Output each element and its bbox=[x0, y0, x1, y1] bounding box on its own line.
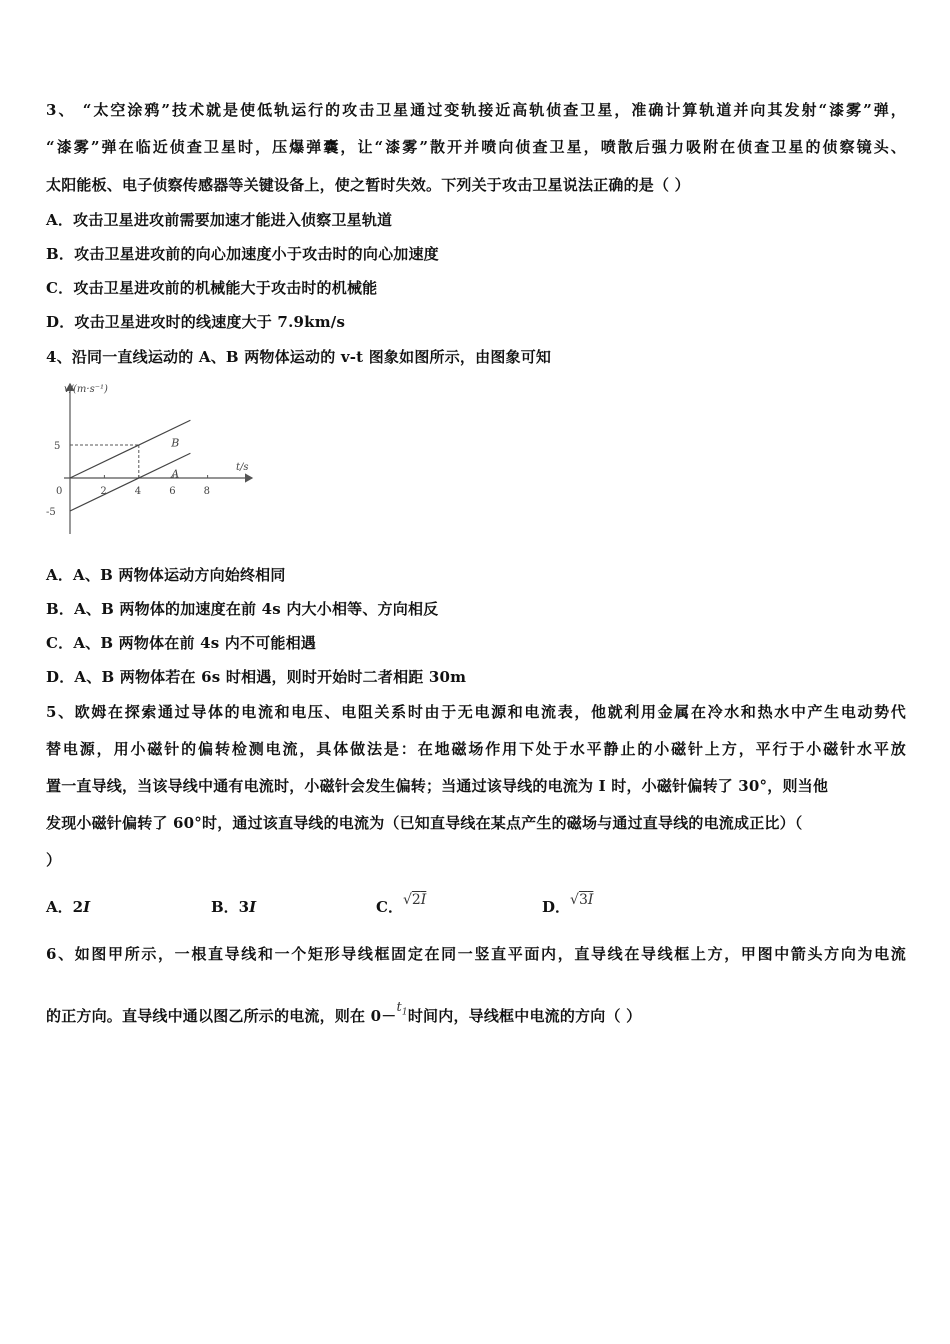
q5-option-d-root: 3 bbox=[578, 892, 588, 908]
q3-option-a: A．攻击卫星进攻前需要加速才能进入侦察卫星轨道 bbox=[46, 211, 393, 229]
y-tick-label--5: -5 bbox=[46, 507, 56, 518]
q6-t-var: t bbox=[396, 1000, 402, 1015]
y-tick-label-5: 5 bbox=[54, 441, 61, 452]
series-line-A bbox=[70, 453, 190, 511]
q5-option-a bbox=[46, 896, 90, 918]
q5-options bbox=[46, 892, 646, 922]
x-tick-label-8: 8 bbox=[203, 486, 210, 497]
series-label-A: A bbox=[171, 467, 180, 481]
q4-option-d: D．A、B 两物体若在 6s 时相遇，则时开始时二者相距 30m bbox=[46, 668, 467, 686]
q5-stem-line-1: 5、欧姆在探索通过导体的电流和电压、电阻关系时由于无电源和电流表，他就利用金属在冷水和热水中产生电动势代 bbox=[46, 703, 906, 721]
x-tick-label-4: 4 bbox=[134, 486, 142, 497]
q4-option-a: A．A、B 两物体运动方向始终相同 bbox=[46, 566, 286, 584]
q6-line-1: 6、如图甲所示，一根直导线和一个矩形导线框固定在同一竖直平面内，直导线在导线框上方，甲图中箭头方向为电流 bbox=[46, 945, 906, 963]
q5-option-c-root: 2 bbox=[411, 892, 421, 908]
q5-option-b-label: B．3 bbox=[211, 898, 250, 916]
x-tick-label-0: 0 bbox=[56, 486, 63, 497]
q3-option-b: B．攻击卫星进攻前的向心加速度小于攻击时的向心加速度 bbox=[46, 245, 439, 263]
q5-option-a-label: A．2 bbox=[46, 898, 84, 916]
q6-t1 bbox=[396, 1000, 408, 1018]
q5-stem-line-3: 置一直导线，当该导线中通有电流时，小磁针会发生偏转；当通过该导线的电流为 I 时，小磁针偏转了 30°，则当他 bbox=[46, 777, 829, 795]
q3-stem-line-2: “漆雾”弹在临近侦查卫星时，压爆弹囊，让“漆雾”散开并喷向侦查卫星，喷散后强力吸附在侦查卫星的侦察镜头、 bbox=[46, 138, 906, 156]
q5-stem-line-4: 发现小磁针偏转了 60°时，通过该直导线的电流为（已知直导线在某点产生的磁场与通过直导线的电流成正比）（ bbox=[46, 814, 803, 832]
q4-option-c: C．A、B 两物体在前 4s 内不可能相遇 bbox=[46, 634, 317, 652]
q5-stem-line-2: 替电源，用小磁针的偏转检测电流，具体做法是：在地磁场作用下处于水平静止的小磁针上方，平行于小磁针水平放 bbox=[46, 740, 906, 758]
q3-option-c: C．攻击卫星进攻前的机械能大于攻击时的机械能 bbox=[46, 279, 378, 297]
q5-option-c-label: C． bbox=[376, 898, 403, 916]
q6-t-sub: 1 bbox=[401, 1007, 408, 1018]
q3-stem-line-1: 3、 “太空涂鸦”技术就是使低轨运行的攻击卫星通过变轨接近高轨侦查卫星，准确计算轨道并向其发射“漆雾”弹， bbox=[46, 101, 906, 119]
q4-stem: 4、沿同一直线运动的 A、B 两物体运动的 v-t 图象如图所示，由图象可知 bbox=[46, 348, 552, 366]
q5-option-d-label: D． bbox=[542, 898, 571, 916]
q3-stem-line-3: 太阳能板、电子侦察传感器等关键设备上，使之暂时失效。下列关于攻击卫星说法正确的是（ ） bbox=[46, 176, 690, 194]
q5-stem-line-5: ） bbox=[46, 851, 62, 869]
q5-option-d-var: I bbox=[587, 892, 594, 908]
q5-option-b bbox=[211, 896, 256, 918]
vt-graph bbox=[44, 376, 264, 541]
x-tick-label-6: 6 bbox=[169, 486, 176, 497]
q5-option-c-var: I bbox=[420, 892, 427, 908]
x-axis-label: t/s bbox=[236, 462, 249, 473]
q5-option-d bbox=[542, 892, 594, 919]
q6-line-2 bbox=[46, 1000, 906, 1034]
q6-line-2-before: 的正方向。直导线中通以图乙所示的电流，则在 0－ bbox=[46, 1007, 397, 1025]
q5-option-a-var: I bbox=[83, 898, 91, 916]
y-axis-label: v/(m·s⁻¹) bbox=[64, 384, 108, 395]
series-label-B: B bbox=[171, 436, 180, 450]
q6-line-2-after: 时间内，导线框中电流的方向（ ） bbox=[407, 1007, 642, 1025]
q5-option-c bbox=[376, 892, 427, 919]
q5-option-c-math: √2I bbox=[402, 892, 427, 908]
q5-option-d-math: √3I bbox=[570, 892, 594, 908]
x-tick-label-2: 2 bbox=[100, 486, 107, 497]
q3-option-d: D．攻击卫星进攻时的线速度大于 7.9km/s bbox=[46, 313, 346, 331]
q4-option-b: B．A、B 两物体的加速度在前 4s 内大小相等、方向相反 bbox=[46, 600, 439, 618]
q5-option-b-var: I bbox=[249, 898, 257, 916]
